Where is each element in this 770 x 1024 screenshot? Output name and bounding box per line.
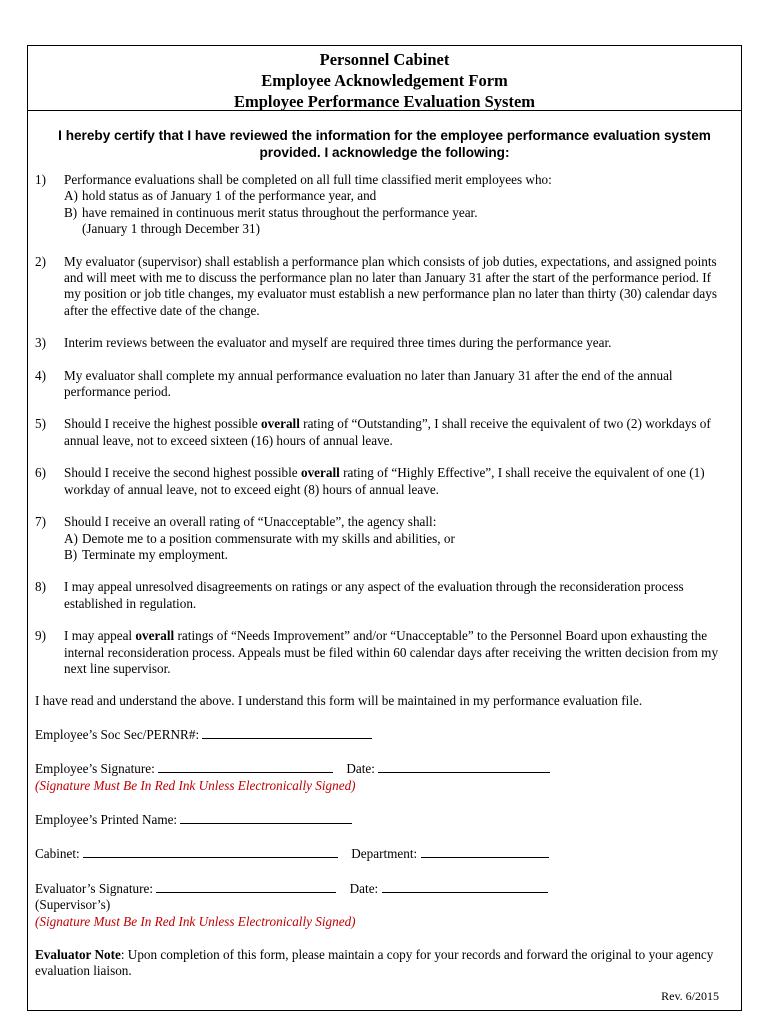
text-part: I may appeal (64, 628, 136, 644)
certification-statement: I hereby certify that I have reviewed the information for the employee performance evaluation system provided. I acknowledge the following: (58, 128, 711, 160)
sub-item-a (64, 531, 731, 547)
emphasis: overall (300, 465, 340, 481)
printed-name-row (35, 811, 731, 828)
revision-label: Rev. 6/2015 (661, 989, 719, 1003)
text-part: Should I receive the second highest possible (64, 465, 301, 481)
soc-sec-label: Employee’s Soc Sec/PERNR#: (35, 726, 200, 742)
form-frame (27, 45, 742, 1011)
item-6 (35, 465, 731, 498)
sub-text: Terminate my employment. (82, 546, 228, 562)
header-form-title: Employee Acknowledgement Form (261, 71, 508, 90)
item-number: 3) (35, 335, 46, 351)
evaluator-signature-row (35, 880, 731, 897)
sub-text: Demote me to a position commensurate with my skills and abilities, or (82, 530, 455, 546)
sub-item-a (64, 188, 731, 204)
item-number: 7) (35, 514, 46, 530)
sub-text: have remained in continuous merit status throughout the performance year. (82, 204, 478, 220)
cabinet-label: Cabinet: (35, 846, 80, 862)
item-number: 5) (35, 416, 46, 432)
soc-sec-field[interactable] (202, 726, 372, 739)
item-text: Should I receive an overall rating of “Unacceptable”, the agency shall: (64, 514, 437, 530)
evaluator-note-heading: Evaluator Note (35, 947, 121, 962)
department-field[interactable] (421, 845, 549, 858)
evaluator-note-text: : Upon completion of this form, please maintain a copy for your records and forward the original to your agency evaluation liaison. (35, 947, 714, 979)
sub-letter: B) (64, 204, 78, 220)
text-part: rating of “Outstanding”, I shall receive the equivalent of two (2) workdays of annual leave, not to exceed sixteen (16) hours of annual leave. (64, 416, 711, 448)
sub-letter: A) (64, 530, 78, 546)
red-ink-note: (Signature Must Be In Red Ink Unless Electronically Signed) (35, 777, 356, 793)
sub-item-b (64, 547, 731, 563)
item-7 (35, 514, 731, 563)
sub-item-b (64, 205, 731, 221)
evaluator-signature-field[interactable] (156, 880, 336, 893)
supervisor-label: (Supervisor’s) (35, 897, 111, 913)
sub-letter: A) (64, 188, 78, 204)
item-4 (35, 368, 731, 401)
item-text: Performance evaluations shall be completed on all full time classified merit employees who: (64, 172, 552, 187)
sub-letter: B) (64, 546, 78, 562)
evaluator-note (35, 947, 731, 980)
item-number: 8) (35, 579, 46, 595)
evaluator-signature-label: Evaluator’s Signature: (35, 880, 154, 896)
sub-note: (January 1 through December 31) (82, 221, 260, 237)
form-header (28, 46, 741, 111)
header-cabinet: Personnel Cabinet (319, 50, 450, 69)
employee-signature-field[interactable] (158, 760, 333, 773)
printed-name-label: Employee’s Printed Name: (35, 811, 178, 827)
employee-signature-row (35, 760, 731, 777)
item-2 (35, 254, 731, 320)
item-number: 2) (35, 253, 46, 269)
emphasis: overall (135, 628, 175, 644)
item-1 (35, 172, 731, 238)
date-label: Date: (346, 761, 375, 777)
item-text: Interim reviews between the evaluator and myself are required three times during the performance year. (64, 335, 612, 351)
department-label: Department: (351, 846, 418, 862)
text-part: rating of “Highly Effective”, I shall receive the equivalent of one (1) workday of annual leave, not to exceed eight (8) hours of annual leave. (64, 465, 705, 497)
emphasis: overall (261, 416, 300, 432)
printed-name-field[interactable] (180, 811, 352, 824)
item-text (64, 628, 731, 677)
text-part: ratings of “Needs Improvement” and/or “Unacceptable” to the Personnel Board upon exhausting the internal reconsideration process. Appeals must be filed within 60 calendar days after receiving the written decision from my next line supervisor. (64, 628, 719, 676)
item-9 (35, 628, 731, 677)
item-number: 6) (35, 465, 46, 481)
text-part: Should I receive the highest possible (64, 416, 262, 432)
item-text: My evaluator (supervisor) shall establish a performance plan which consists of job duties, expectations, and assigned points and will meet with me to discuss the performance plan no later than January 31 after the start of the performance period. If my position or job title changes, my evaluator must establish a new performance plan no later than thirty (30) calendar days after the effective date of the change. (64, 253, 717, 318)
item-3 (35, 335, 731, 351)
sub-text: hold status as of January 1 of the performance year, and (82, 188, 377, 204)
date-label: Date: (349, 880, 379, 896)
item-text: I may appeal unresolved disagreements on ratings or any aspect of the evaluation through the reconsideration process established in regulation. (64, 579, 684, 611)
item-number: 4) (35, 367, 46, 383)
item-text: My evaluator shall complete my annual performance evaluation no later than January 31 after the end of the annual performance period. (64, 367, 673, 400)
cabinet-field[interactable] (83, 845, 338, 858)
read-understand-statement: I have read and understand the above. I understand this form will be maintained in my performance evaluation file. (35, 693, 643, 709)
soc-sec-row (35, 726, 731, 743)
employee-date-field[interactable] (378, 760, 550, 773)
cabinet-department-row (35, 845, 731, 862)
item-number: 9) (35, 628, 46, 644)
item-number: 1) (35, 172, 46, 187)
item-text (64, 465, 731, 498)
item-text (64, 416, 731, 449)
acknowledgement-list (28, 172, 741, 980)
evaluator-date-field[interactable] (382, 880, 548, 893)
item-5 (35, 416, 731, 449)
item-8 (35, 579, 731, 612)
red-ink-note: (Signature Must Be In Red Ink Unless Electronically Signed) (35, 913, 356, 929)
header-system: Employee Performance Evaluation System (233, 92, 536, 111)
employee-signature-label: Employee’s Signature: (35, 761, 155, 777)
